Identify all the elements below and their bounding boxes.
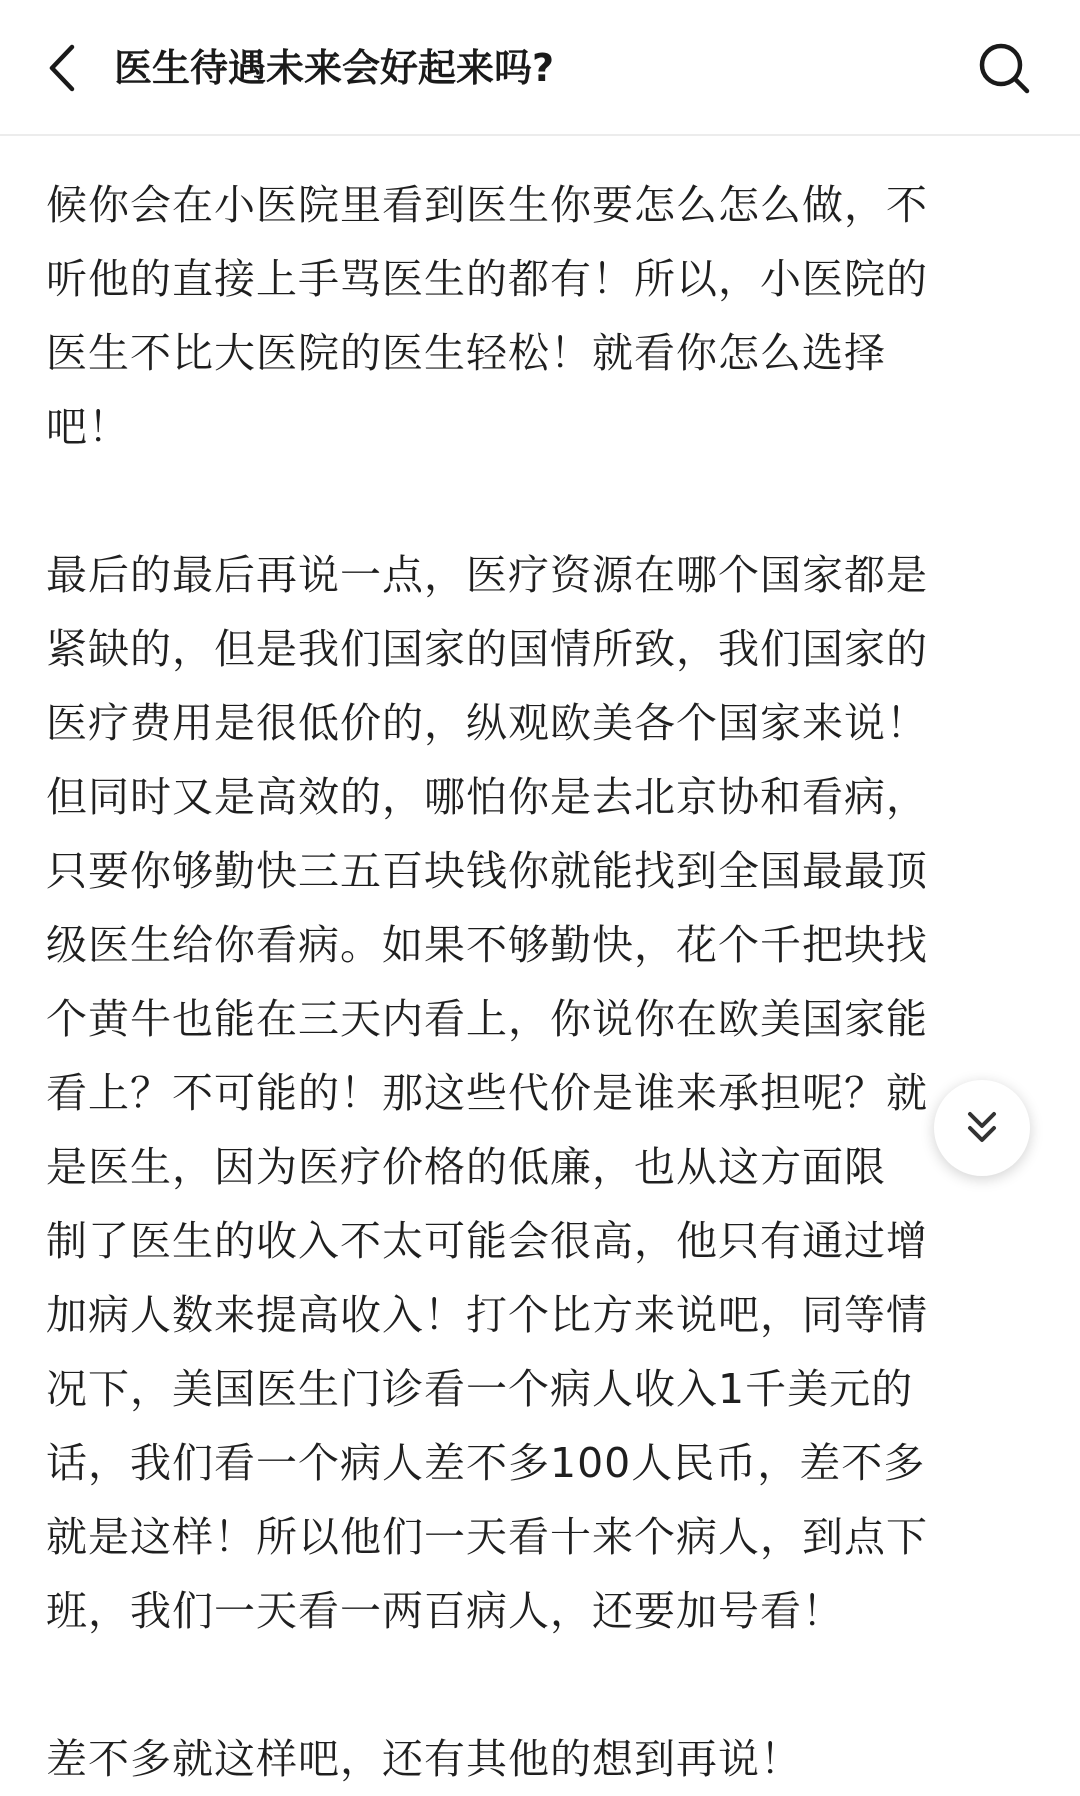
article-line: 紧缺的，但是我们国家的国情所致，我们国家的 (46, 625, 928, 673)
article-line: 况下，美国医生门诊看一个病人收入1千美元的 (46, 1365, 914, 1413)
article-line: 级医生给你看病。如果不够勤快，花个千把块找 (46, 921, 928, 969)
scroll-down-button[interactable] (934, 1080, 1030, 1176)
back-button[interactable] (34, 38, 90, 98)
article-line: 制了医生的收入不太可能会很高，他只有通过增 (46, 1217, 928, 1265)
article-line: 就是这样！所以他们一天看十来个病人，到点下 (46, 1513, 928, 1561)
top-nav-bar (0, 0, 1080, 136)
article-line: 个黄牛也能在三天内看上，你说你在欧美国家能 (46, 995, 928, 1043)
article-line: 吧！ (46, 403, 130, 451)
chevron-left-icon (47, 43, 77, 93)
article-line: 医疗费用是很低价的，纵观欧美各个国家来说！ (46, 699, 928, 747)
article-line: 听他的直接上手骂医生的都有！所以，小医院的 (46, 255, 928, 303)
article-line: 最后的最后再说一点，医疗资源在哪个国家都是 (46, 551, 928, 599)
paragraph-gap (46, 464, 1036, 538)
article-line: 是医生，因为医疗价格的低廉，也从这方面限 (46, 1143, 886, 1191)
double-chevron-down-icon (964, 1108, 1000, 1148)
article-line: 加病人数来提高收入！打个比方来说吧，同等情 (46, 1291, 928, 1339)
search-icon (977, 41, 1031, 95)
article-body (46, 140, 1036, 1796)
article-line: 看上？不可能的！那这些代价是谁来承担呢？就 (46, 1069, 928, 1117)
article-line: 差不多就这样吧，还有其他的想到再说！ (46, 1735, 802, 1783)
article-line: 话，我们看一个病人差不多100人民币，差不多 (46, 1439, 926, 1487)
article-line: 但同时又是高效的，哪怕你是去北京协和看病， (46, 773, 928, 821)
article-line: 候你会在小医院里看到医生你要怎么怎么做，不 (46, 181, 928, 229)
article-line: 班，我们一天看一两百病人，还要加号看！ (46, 1587, 844, 1635)
clipped-previous-line (46, 140, 1036, 168)
paragraph-gap (46, 1648, 1036, 1722)
search-button[interactable] (974, 38, 1034, 98)
article-line: 医生不比大医院的医生轻松！就看你怎么选择 (46, 329, 886, 377)
page-title: 医生待遇未来会好起来吗? (114, 46, 555, 90)
article-line: 只要你够勤快三五百块钱你就能找到全国最最顶 (46, 847, 928, 895)
